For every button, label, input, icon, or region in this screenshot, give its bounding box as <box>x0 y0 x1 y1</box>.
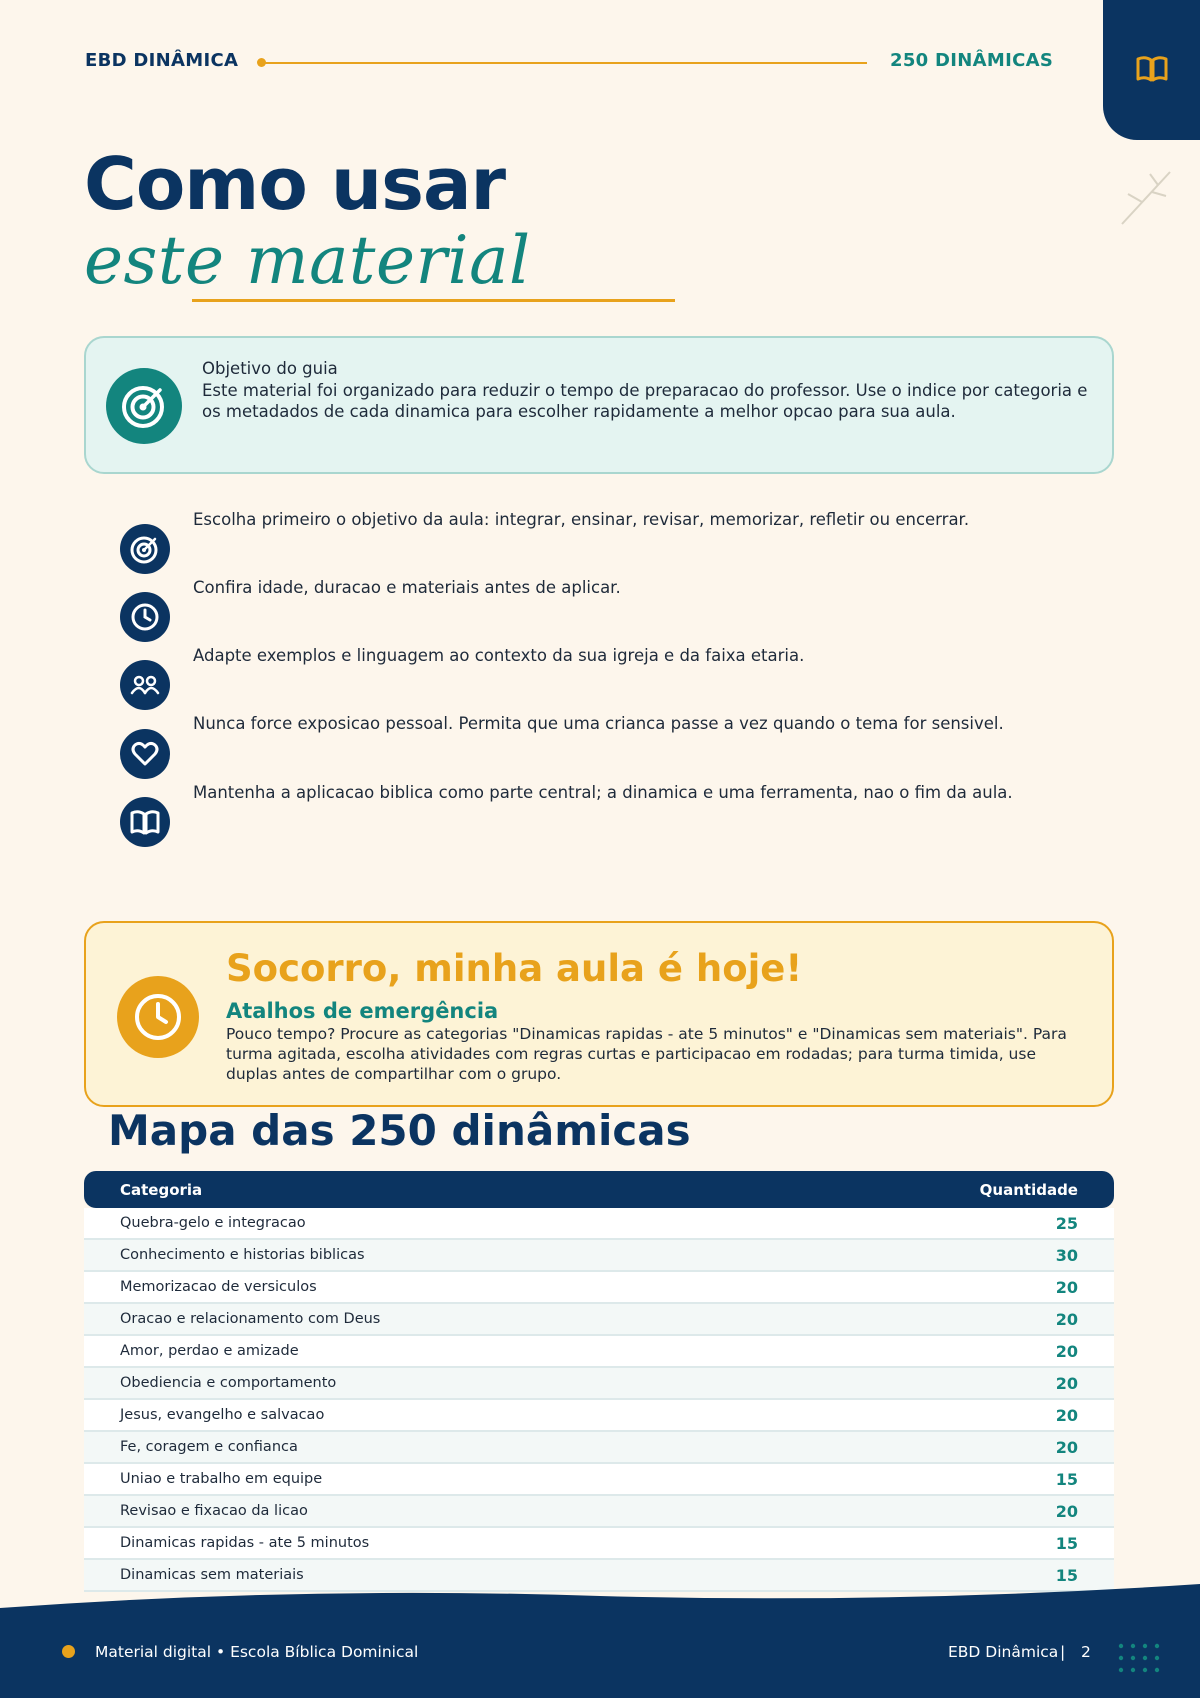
table-row <box>84 1496 1114 1528</box>
dot-grid-icon <box>1118 1643 1164 1675</box>
quantity-cell: 20 <box>1055 1341 1078 1361</box>
decorative-sprig-icon <box>1118 168 1174 228</box>
footer-band <box>0 1580 1200 1698</box>
corner-tab <box>1103 0 1200 140</box>
header-count-label: 250 DINÂMICAS <box>890 50 1054 71</box>
step-text: Confira idade, duracao e materiais antes de aplicar. <box>193 578 621 597</box>
objective-content <box>202 358 1092 423</box>
quantity-cell: 25 <box>1055 1213 1078 1233</box>
table-row <box>84 1336 1114 1368</box>
emergency-text: Pouco tempo? Procure as categorias "Dinamicas rapidas - ate 5 minutos" e "Dinamicas sem materiais". Para turma agitada, escolha atividades com regras curtas e participacao em rodadas; para turma timida, use duplas antes de compartilhar com o grupo. <box>226 1025 1067 1083</box>
table-row <box>84 1464 1114 1496</box>
category-cell: Revisao e fixacao da licao <box>120 1503 308 1519</box>
header-divider-line <box>264 62 867 64</box>
footer-separator: | <box>1060 1643 1066 1661</box>
quantity-cell: 20 <box>1055 1501 1078 1521</box>
target-icon <box>120 524 170 574</box>
footer-dot <box>62 1645 75 1658</box>
emergency-title: Socorro, minha aula é hoje! <box>226 947 803 990</box>
step-text: Nunca force exposicao pessoal. Permita que uma crianca passe a vez quando o tema for sensivel. <box>193 714 1004 733</box>
table-row <box>84 1304 1114 1336</box>
page-title: Como usar <box>84 142 506 226</box>
category-cell: Quebra-gelo e integracao <box>120 1215 306 1231</box>
footer-brand: EBD Dinâmica <box>948 1643 1059 1661</box>
people-icon <box>120 660 170 710</box>
quantity-cell: 30 <box>1055 1245 1078 1265</box>
quantity-cell: 20 <box>1055 1373 1078 1393</box>
objective-card <box>84 336 1114 474</box>
open-book-icon <box>1136 55 1168 83</box>
column-header-category: Categoria <box>120 1180 203 1199</box>
table-row <box>84 1208 1114 1240</box>
clock-icon <box>120 592 170 642</box>
category-cell: Oracao e relacionamento com Deus <box>120 1311 381 1327</box>
page-subtitle: este material <box>84 222 531 299</box>
quantity-cell: 20 <box>1055 1277 1078 1297</box>
emergency-subtitle: Atalhos de emergência <box>226 999 499 1023</box>
table-row <box>84 1240 1114 1272</box>
quantity-cell: 20 <box>1055 1309 1078 1329</box>
category-cell: Conhecimento e historias biblicas <box>120 1247 365 1263</box>
category-cell: Memorizacao de versiculos <box>120 1279 317 1295</box>
quantity-cell: 15 <box>1055 1469 1078 1489</box>
quantity-cell: 20 <box>1055 1437 1078 1457</box>
header-brand-label: EBD DINÂMICA <box>85 50 239 71</box>
map-title: Mapa das 250 dinâmicas <box>108 1106 691 1155</box>
table-row <box>84 1368 1114 1400</box>
target-icon <box>106 368 182 444</box>
heart-icon <box>120 729 170 779</box>
quantity-cell: 15 <box>1055 1533 1078 1553</box>
category-cell: Fe, coragem e confianca <box>120 1439 298 1455</box>
category-table <box>84 1171 1114 1592</box>
category-cell: Dinamicas sem materiais <box>120 1567 304 1583</box>
table-row <box>84 1400 1114 1432</box>
table-row <box>84 1432 1114 1464</box>
column-header-quantity: Quantidade <box>979 1180 1078 1199</box>
table-header <box>84 1171 1114 1208</box>
category-cell: Obediencia e comportamento <box>120 1375 337 1391</box>
table-row <box>84 1528 1114 1560</box>
category-cell: Amor, perdao e amizade <box>120 1343 299 1359</box>
book-icon <box>120 797 170 847</box>
footer-left-text: Material digital • Escola Bíblica Dominical <box>95 1643 419 1661</box>
page-number: 2 <box>1081 1643 1091 1661</box>
quantity-cell: 20 <box>1055 1405 1078 1425</box>
step-text: Mantenha a aplicacao biblica como parte central; a dinamica e uma ferramenta, nao o fim da aula. <box>193 783 1013 802</box>
clock-icon <box>117 976 199 1058</box>
category-cell: Uniao e trabalho em equipe <box>120 1471 323 1487</box>
step-text: Adapte exemplos e linguagem ao contexto da sua igreja e da faixa etaria. <box>193 646 805 665</box>
category-cell: Dinamicas rapidas - ate 5 minutos <box>120 1535 370 1551</box>
step-text: Escolha primeiro o objetivo da aula: integrar, ensinar, revisar, memorizar, refletir ou encerrar. <box>193 510 970 529</box>
objective-text: Este material foi organizado para reduzir o tempo de preparacao do professor. Use o indice por categoria e os metadados de cada dinamica para escolher rapidamente a melhor opcao para sua aula. <box>202 380 1088 421</box>
quantity-cell: 15 <box>1055 1565 1078 1585</box>
table-row <box>84 1272 1114 1304</box>
objective-heading: Objetivo do guia <box>202 359 338 378</box>
emergency-card <box>84 921 1114 1107</box>
category-cell: Jesus, evangelho e salvacao <box>120 1407 325 1423</box>
title-underline <box>192 299 675 302</box>
